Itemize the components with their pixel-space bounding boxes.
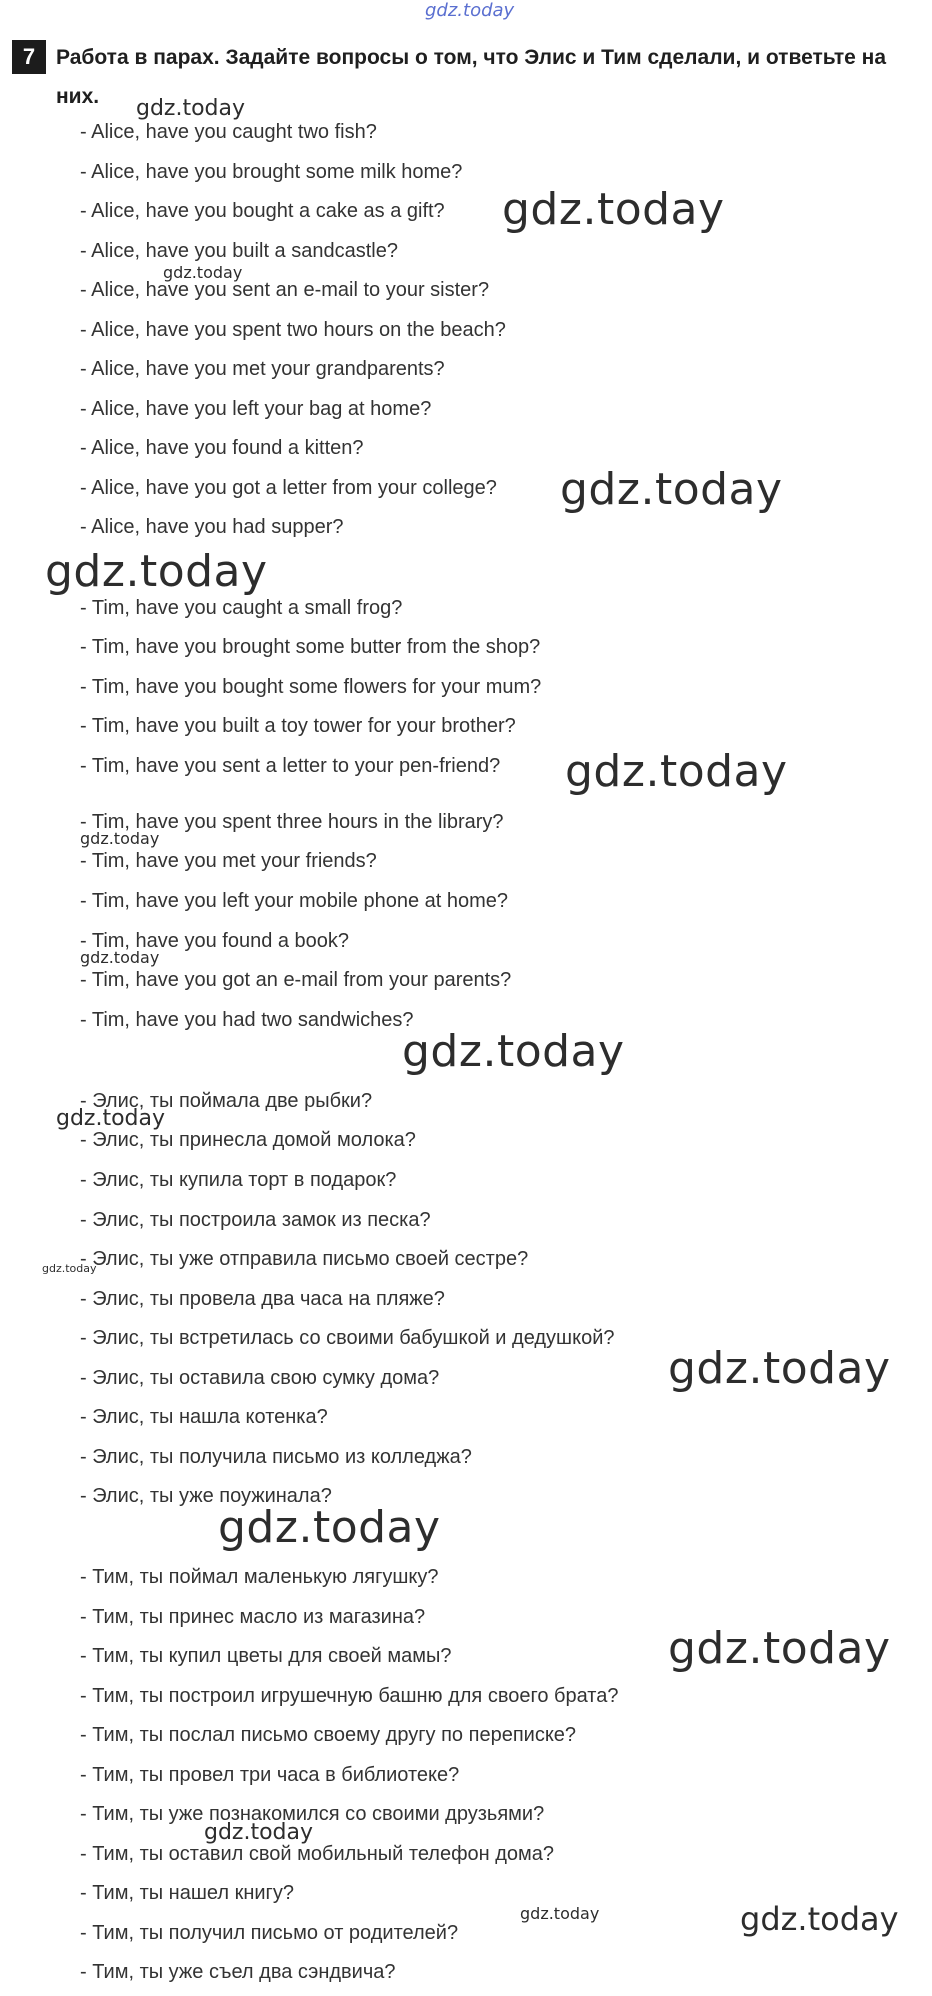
list-item: - Тим, ты получил письмо от родителей? (80, 1922, 459, 1944)
list-item: - Tim, have you got an e-mail from your parents? (80, 969, 512, 991)
watermark: gdz.today (218, 1502, 441, 1553)
watermark: gdz.today (56, 1106, 166, 1131)
list-item: - Tim, have you sent a letter to your pen-friend? (80, 755, 501, 777)
list-item: - Alice, have you had supper? (80, 516, 344, 538)
watermark: gdz.today (42, 1262, 97, 1275)
list-item: - Тим, ты построил игрушечную башню для своего брата? (80, 1685, 619, 1707)
list-item: - Тим, ты нашел книгу? (80, 1882, 294, 1904)
list-item: - Элис, ты провела два часа на пляже? (80, 1288, 445, 1310)
list-item: - Tim, have you left your mobile phone at home? (80, 890, 509, 912)
list-item: - Alice, have you got a letter from your college? (80, 477, 497, 499)
list-item: - Тим, ты послал письмо своему другу по переписке? (80, 1724, 577, 1746)
list-item: - Элис, ты нашла котенка? (80, 1406, 328, 1428)
watermark: gdz.today (45, 546, 268, 597)
watermark: gdz.today (668, 1623, 891, 1674)
watermark: gdz.today (80, 829, 160, 848)
list-item: - Элис, ты получила письмо из колледжа? (80, 1446, 472, 1468)
list-item: - Tim, have you built a toy tower for your brother? (80, 715, 516, 737)
watermark: gdz.today (560, 464, 783, 515)
watermark: gdz.today (136, 96, 246, 121)
list-item: - Alice, have you found a kitten? (80, 437, 364, 459)
watermark: gdz.today (163, 263, 243, 282)
list-item: - Tim, have you had two sandwiches? (80, 1009, 414, 1031)
list-item: - Tim, have you bought some flowers for your mum? (80, 676, 542, 698)
list-item: - Элис, ты встретилась со своими бабушкой и дедушкой? (80, 1327, 615, 1349)
watermark: gdz.today (740, 1900, 899, 1938)
list-item: - Tim, have you found a book? (80, 930, 350, 952)
list-item: - Alice, have you spent two hours on the beach? (80, 319, 506, 341)
list-item: - Tim, have you met your friends? (80, 850, 377, 872)
list-item: - Tim, have you caught a small frog? (80, 597, 403, 619)
watermark: gdz.today (80, 948, 160, 967)
list-item: - Tim, have you spent three hours in the library? (80, 811, 504, 833)
list-item: - Тим, ты уже познакомился со своими друзьями? (80, 1803, 545, 1825)
list-item: - Alice, have you met your grandparents? (80, 358, 445, 380)
list-item: - Alice, have you caught two fish? (80, 121, 377, 143)
list-item: - Элис, ты оставила свою сумку дома? (80, 1367, 440, 1389)
list-item: - Элис, ты уже отправила письмо своей сестре? (80, 1248, 529, 1270)
list-item: - Тим, ты поймал маленькую лягушку? (80, 1566, 439, 1588)
watermark: gdz.today (565, 746, 788, 797)
list-item: - Элис, ты уже поужинала? (80, 1485, 332, 1507)
watermark: gdz.today (502, 184, 725, 235)
list-item: - Alice, have you brought some milk home? (80, 161, 463, 183)
list-item: - Элис, ты купила торт в подарок? (80, 1169, 397, 1191)
watermark: gdz.today (425, 0, 515, 21)
watermark: gdz.today (402, 1026, 625, 1077)
list-item: - Элис, ты поймала две рыбки? (80, 1090, 373, 1112)
list-item: - Тим, ты оставил свой мобильный телефон дома? (80, 1843, 555, 1865)
list-item: - Alice, have you left your bag at home? (80, 398, 432, 420)
list-item: - Элис, ты принесла домой молока? (80, 1129, 416, 1151)
task-number-badge: 7 (12, 40, 46, 74)
list-item: - Alice, have you bought a cake as a gift? (80, 200, 445, 222)
list-item: - Тим, ты принес масло из магазина? (80, 1606, 426, 1628)
watermark: gdz.today (520, 1904, 600, 1923)
list-item: - Alice, have you sent an e-mail to your sister? (80, 279, 490, 301)
watermark: gdz.today (668, 1343, 891, 1394)
list-item: - Тим, ты уже съел два сэндвича? (80, 1961, 396, 1983)
list-item: - Тим, ты провел три часа в библиотеке? (80, 1764, 460, 1786)
list-item: - Тим, ты купил цветы для своей мамы? (80, 1645, 452, 1667)
watermark: gdz.today (204, 1820, 314, 1845)
list-item: - Tim, have you brought some butter from the shop? (80, 636, 541, 658)
task-title: Работа в парах. Задайте вопросы о том, что Элис и Тим сделали, и ответьте на них. (56, 46, 886, 108)
list-item: - Alice, have you built a sandcastle? (80, 240, 398, 262)
list-item: - Элис, ты построила замок из песка? (80, 1209, 431, 1231)
